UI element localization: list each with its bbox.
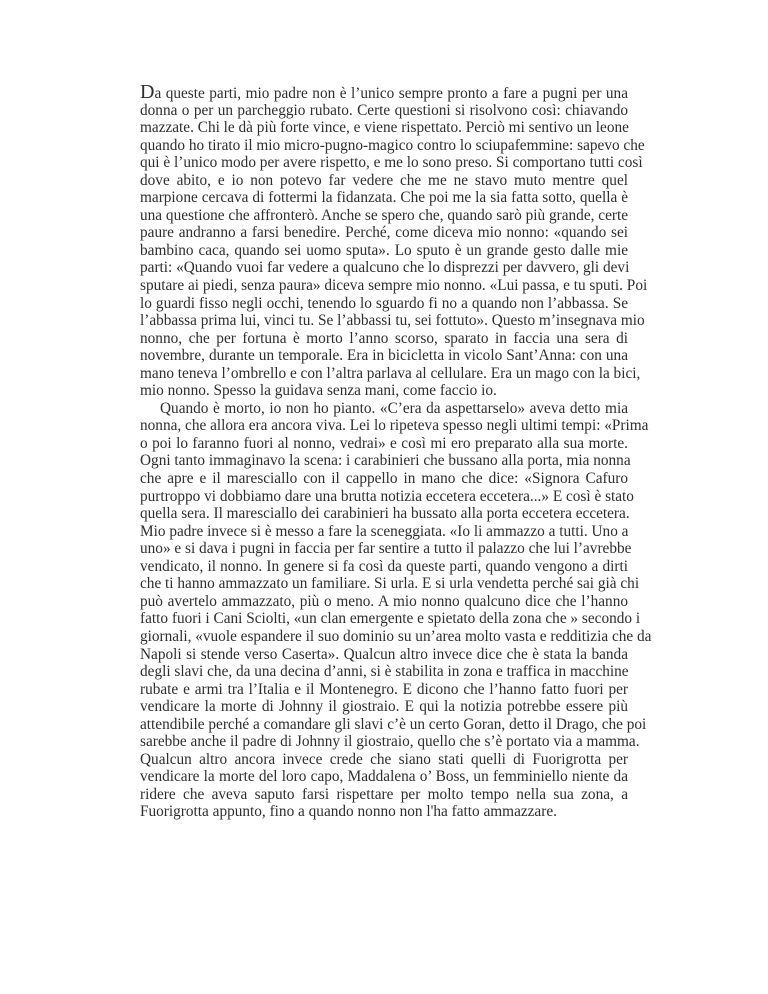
text-line xyxy=(140,295,628,313)
line-text: attendibile perché a comandare gli slavi c’è un certo Goran, detto il Drago, che poi xyxy=(140,715,647,733)
text-line xyxy=(140,698,628,716)
text-line xyxy=(140,417,649,435)
line-text: donna o per un parcheggio rubato. Certe questioni si risolvono così: chiavando xyxy=(140,101,628,119)
line-text: che apre e il maresciallo con il cappello in mano che dice: «Signora Cafuro xyxy=(140,470,628,488)
line-text: vendicare la morte del loro capo, Maddalena o’ Boss, un femminiello niente da xyxy=(140,768,628,786)
text-line xyxy=(140,189,628,207)
text-line xyxy=(140,523,628,541)
text-line xyxy=(140,382,628,400)
text-line xyxy=(140,558,628,576)
line-text: sarebbe anche il padre di Johnny il giostraio, quello che s’è portato via a mamma. xyxy=(140,733,640,751)
line-text: fatto fuori i Cani Sciolti, «un clan emergente e spietato della zona che » secondo i xyxy=(140,610,641,628)
text-line xyxy=(140,435,628,453)
line-text: degli slavi che, da una decina d’anni, si è stabilita in zona e traffica in macchine xyxy=(140,663,629,681)
text-line xyxy=(140,154,643,172)
text-line xyxy=(140,681,628,699)
text-line xyxy=(140,81,628,103)
line-text: qui è l’unico modo per avere rispetto, e me lo sono preso. Si comportano tutti così xyxy=(140,154,643,172)
document-page xyxy=(140,81,652,821)
line-text: rubate e armi tra l’Italia e il Montenegro. E dicono che l’hanno fatto fuori per xyxy=(140,680,628,698)
line-text: Mio padre invece si è messo a fare la sceneggiata. «Io li ammazzo a tutti. Uno a xyxy=(140,522,629,540)
paragraph xyxy=(140,81,648,400)
line-text: mio nonno. Spesso la guidava senza mani, come faccio io. xyxy=(140,382,497,400)
text-line xyxy=(140,627,652,646)
line-text: a queste parti, mio padre non è l’unico sempre pronto a fare a pugni per una xyxy=(154,85,628,102)
text-line xyxy=(140,224,628,242)
text-line xyxy=(140,312,645,330)
paragraph xyxy=(140,751,628,821)
text-line xyxy=(140,575,640,593)
line-text: quella sera. Il maresciallo dei carabinieri ha bussato alla porta eccetera eccetera. xyxy=(140,505,630,523)
line-text: marpione cercava di fottermi la fidanzata. Che poi me la sia fatta sotto, quella è xyxy=(140,189,628,207)
line-text: Qualcun altro ancora invece crede che siano stati quelli di Fuorigrotta per xyxy=(140,750,628,768)
text-line xyxy=(140,347,628,365)
line-text: parti: «Quando vuoi far vedere a qualcuno che lo disprezzi per davvero, gli devi xyxy=(140,259,630,277)
line-text: sputare ai piedi, senza paura» diceva sempre mio nonno. «Lui passa, e tu sputi. Poi xyxy=(140,277,648,295)
text-line xyxy=(140,646,628,664)
drop-cap: D xyxy=(140,81,155,103)
text-line xyxy=(140,452,631,470)
line-text: lo guardi fisso negli occhi, tenendo lo sguardo fi no a quando non l’abbassa. Se xyxy=(140,294,628,312)
text-line xyxy=(140,593,628,611)
text-line xyxy=(140,540,632,558)
line-text: bambino caca, quando sei uomo sputa». Lo sputo è un grande gesto dalle mie xyxy=(140,241,628,259)
text-line xyxy=(140,172,628,190)
line-text: vendicato, il nonno. In genere si fa così da queste parti, quando vengono a dirti xyxy=(140,557,628,575)
line-text: dove abito, e io non potevo far vedere che me ne stavo muto mentre quel xyxy=(140,171,628,189)
text-line xyxy=(140,768,628,786)
text-line xyxy=(140,277,648,295)
line-text: novembre, durante un temporale. Era in bicicletta in vicolo Sant’Anna: con una xyxy=(140,347,628,365)
text-line xyxy=(140,102,628,120)
text-line xyxy=(140,259,628,277)
line-text: Ogni tanto immaginavo la scena: i carabinieri che bussano alla porta, mia nonna xyxy=(140,452,631,470)
text-line xyxy=(140,119,628,137)
line-text: purtroppo vi dobbiamo dare una brutta notizia eccetera eccetera...» E così è stato xyxy=(140,487,634,505)
line-text: paure andranno a farsi benedire. Perché, come diceva mio nonno: «quando sei xyxy=(140,224,628,242)
line-text: ridere che aveva saputo farsi rispettare per molto tempo nella sua zona, a xyxy=(140,785,628,803)
text-line xyxy=(140,786,628,804)
text-line xyxy=(140,505,628,523)
line-text: giornali, «vuole espandere il suo dominio su un’area molto vasta e redditizia che da xyxy=(140,627,652,645)
text-line xyxy=(140,610,641,628)
line-text: una questione che affronterò. Anche se spero che, quando sarò più grande, certe xyxy=(140,206,628,224)
line-text: vendicare la morte di Johnny il giostraio. E qui la notizia potrebbe essere più xyxy=(140,698,628,716)
line-text: Napoli si stende verso Caserta». Qualcun altro invece dice che è stata la banda xyxy=(140,645,628,663)
text-line xyxy=(140,733,640,751)
line-text: nonno, che per fortuna è morto l’anno scorso, sparato in faccia una sera di xyxy=(140,329,628,347)
text-line xyxy=(140,751,628,769)
line-text: uno» e si dava i pugni in faccia per far sentire a tutto il palazzo che lui l’avrebbe xyxy=(140,540,632,558)
text-line xyxy=(140,663,628,681)
line-text: Fuorigrotta appunto, fino a quando nonno non l'ha fatto ammazzare. xyxy=(140,803,557,821)
paragraph xyxy=(140,399,652,751)
line-text: o poi lo faranno fuori al nonno, vedrai» e così mi ero preparato alla sua morte. xyxy=(140,434,628,452)
text-line xyxy=(140,330,628,348)
text-line xyxy=(140,136,645,155)
text-line xyxy=(140,470,628,488)
text-line xyxy=(140,400,628,418)
text-line xyxy=(140,207,628,225)
line-text: può avertelo ammazzato, più o meno. A mio nonno qualcuno dice che l’hanno xyxy=(140,592,628,610)
line-text: l’abbassa prima lui, vinci tu. Se l’abbassi tu, sei fottuto». Questo m’insegnava mio xyxy=(140,312,645,330)
line-text: mano teneva l’ombrello e con l’altra parlava al cellulare. Era un mago con la bici, xyxy=(140,364,641,382)
line-text: mazzate. Chi le dà più forte vince, e viene rispettato. Perciò mi sentivo un leone xyxy=(140,119,629,137)
text-line xyxy=(140,487,634,506)
text-line xyxy=(140,803,628,821)
line-text: Quando è morto, io non ho pianto. «C’era da aspettarselo» aveva detto mia xyxy=(160,399,628,417)
text-line xyxy=(140,715,647,734)
text-line xyxy=(140,242,628,260)
line-text: nonna, che allora era ancora viva. Lei lo ripeteva spesso negli ultimi tempi: «Prima xyxy=(140,417,649,435)
line-text: quando ho tirato il mio micro-pugno-magico contro lo sciupafemmine: sapevo che xyxy=(140,136,645,154)
text-line xyxy=(140,364,641,383)
line-text: che ti hanno ammazzato un familiare. Si urla. E si urla vendetta perché sai già chi xyxy=(140,575,640,593)
